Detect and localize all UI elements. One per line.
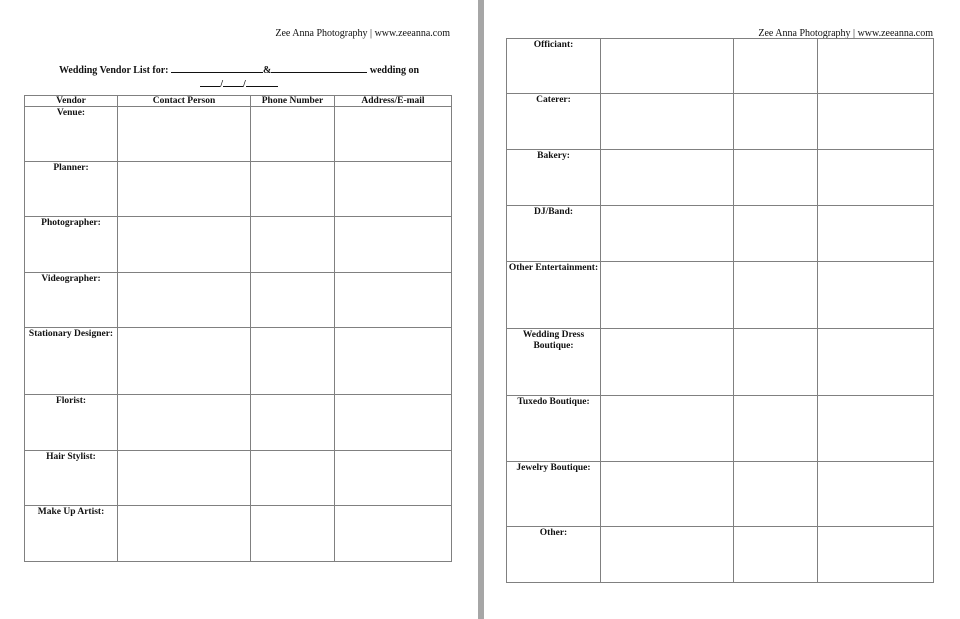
phone-cell[interactable] bbox=[734, 206, 818, 262]
vendor-label: Other: bbox=[507, 527, 601, 583]
vendor-table-page-1 bbox=[24, 95, 452, 562]
contact-cell[interactable] bbox=[601, 329, 734, 396]
column-header-vendor: Vendor bbox=[25, 96, 118, 107]
contact-cell[interactable] bbox=[601, 206, 734, 262]
vendor-label: Videographer: bbox=[25, 273, 118, 328]
date-blank-year[interactable] bbox=[246, 77, 278, 87]
table-row bbox=[25, 273, 452, 328]
address-cell[interactable] bbox=[818, 462, 934, 527]
phone-cell[interactable] bbox=[251, 395, 335, 451]
phone-cell[interactable] bbox=[251, 506, 335, 562]
phone-cell[interactable] bbox=[734, 150, 818, 206]
vendor-label: Wedding Dress Boutique: bbox=[507, 329, 601, 396]
table-row bbox=[507, 94, 934, 150]
title-ampersand: & bbox=[263, 65, 272, 76]
table-row bbox=[25, 328, 452, 395]
contact-cell[interactable] bbox=[601, 396, 734, 462]
phone-cell[interactable] bbox=[734, 94, 818, 150]
page-2-header: Zee Anna Photography | www.zeeanna.com bbox=[758, 28, 933, 39]
vendor-label: Venue: bbox=[25, 107, 118, 162]
table-row bbox=[25, 395, 452, 451]
vendor-label: Jewelry Boutique: bbox=[507, 462, 601, 527]
table-row bbox=[507, 206, 934, 262]
address-cell[interactable] bbox=[818, 206, 934, 262]
phone-cell[interactable] bbox=[734, 262, 818, 329]
table-row bbox=[507, 329, 934, 396]
phone-cell[interactable] bbox=[251, 328, 335, 395]
date-blank-day[interactable] bbox=[223, 77, 243, 87]
form-title bbox=[0, 63, 478, 91]
address-cell[interactable] bbox=[335, 328, 452, 395]
phone-cell[interactable] bbox=[251, 107, 335, 162]
vendor-label: Make Up Artist: bbox=[25, 506, 118, 562]
phone-cell[interactable] bbox=[734, 527, 818, 583]
date-sep-2: / bbox=[243, 79, 246, 90]
table-row bbox=[25, 162, 452, 217]
table-row bbox=[25, 217, 452, 273]
contact-cell[interactable] bbox=[118, 273, 251, 328]
vendor-table-page-2 bbox=[506, 38, 934, 583]
vendor-label: Florist: bbox=[25, 395, 118, 451]
vendor-label: Caterer: bbox=[507, 94, 601, 150]
address-cell[interactable] bbox=[335, 162, 452, 217]
address-cell[interactable] bbox=[335, 506, 452, 562]
phone-cell[interactable] bbox=[251, 451, 335, 506]
vendor-label: DJ/Band: bbox=[507, 206, 601, 262]
table-row bbox=[25, 107, 452, 162]
page-1 bbox=[0, 0, 478, 619]
vendor-label: Planner: bbox=[25, 162, 118, 217]
column-header-contact: Contact Person bbox=[118, 96, 251, 107]
address-cell[interactable] bbox=[818, 150, 934, 206]
address-cell[interactable] bbox=[335, 395, 452, 451]
table-row bbox=[25, 451, 452, 506]
vendor-label: Hair Stylist: bbox=[25, 451, 118, 506]
vendor-label: Stationary Designer: bbox=[25, 328, 118, 395]
date-blank-month[interactable] bbox=[200, 77, 220, 87]
address-cell[interactable] bbox=[818, 39, 934, 94]
table-row bbox=[507, 396, 934, 462]
contact-cell[interactable] bbox=[118, 217, 251, 273]
address-cell[interactable] bbox=[818, 329, 934, 396]
column-header-address: Address/E-mail bbox=[335, 96, 452, 107]
title-suffix: wedding on bbox=[369, 65, 420, 76]
table-row bbox=[507, 527, 934, 583]
column-header-phone: Phone Number bbox=[251, 96, 335, 107]
table-row bbox=[25, 506, 452, 562]
table-row bbox=[507, 462, 934, 527]
contact-cell[interactable] bbox=[118, 328, 251, 395]
contact-cell[interactable] bbox=[601, 262, 734, 329]
address-cell[interactable] bbox=[335, 107, 452, 162]
phone-cell[interactable] bbox=[251, 162, 335, 217]
table-row bbox=[507, 39, 934, 94]
contact-cell[interactable] bbox=[118, 506, 251, 562]
title-prefix: Wedding Vendor List for: bbox=[58, 65, 169, 76]
address-cell[interactable] bbox=[335, 273, 452, 328]
name-blank-2[interactable] bbox=[271, 63, 367, 73]
vendor-label: Bakery: bbox=[507, 150, 601, 206]
contact-cell[interactable] bbox=[601, 39, 734, 94]
vendor-label: Tuxedo Boutique: bbox=[507, 396, 601, 462]
contact-cell[interactable] bbox=[118, 162, 251, 217]
vendor-label: Photographer: bbox=[25, 217, 118, 273]
phone-cell[interactable] bbox=[734, 329, 818, 396]
date-sep-1: / bbox=[220, 79, 223, 90]
phone-cell[interactable] bbox=[734, 396, 818, 462]
table-header-row bbox=[25, 96, 452, 107]
address-cell[interactable] bbox=[818, 396, 934, 462]
table-row bbox=[507, 150, 934, 206]
table-row bbox=[507, 262, 934, 329]
address-cell[interactable] bbox=[335, 451, 452, 506]
contact-cell[interactable] bbox=[118, 395, 251, 451]
page-2 bbox=[484, 0, 960, 619]
phone-cell[interactable] bbox=[734, 39, 818, 94]
address-cell[interactable] bbox=[818, 527, 934, 583]
contact-cell[interactable] bbox=[118, 107, 251, 162]
address-cell[interactable] bbox=[818, 262, 934, 329]
address-cell[interactable] bbox=[818, 94, 934, 150]
phone-cell[interactable] bbox=[734, 462, 818, 527]
vendor-label: Officiant: bbox=[507, 39, 601, 94]
contact-cell[interactable] bbox=[118, 451, 251, 506]
phone-cell[interactable] bbox=[251, 273, 335, 328]
name-blank-1[interactable] bbox=[171, 63, 263, 73]
contact-cell[interactable] bbox=[601, 150, 734, 206]
vendor-label: Other Entertainment: bbox=[507, 262, 601, 329]
contact-cell[interactable] bbox=[601, 527, 734, 583]
phone-cell[interactable] bbox=[251, 217, 335, 273]
contact-cell[interactable] bbox=[601, 94, 734, 150]
page-1-header: Zee Anna Photography | www.zeeanna.com bbox=[275, 28, 450, 39]
contact-cell[interactable] bbox=[601, 462, 734, 527]
address-cell[interactable] bbox=[335, 217, 452, 273]
date-line bbox=[0, 77, 478, 91]
